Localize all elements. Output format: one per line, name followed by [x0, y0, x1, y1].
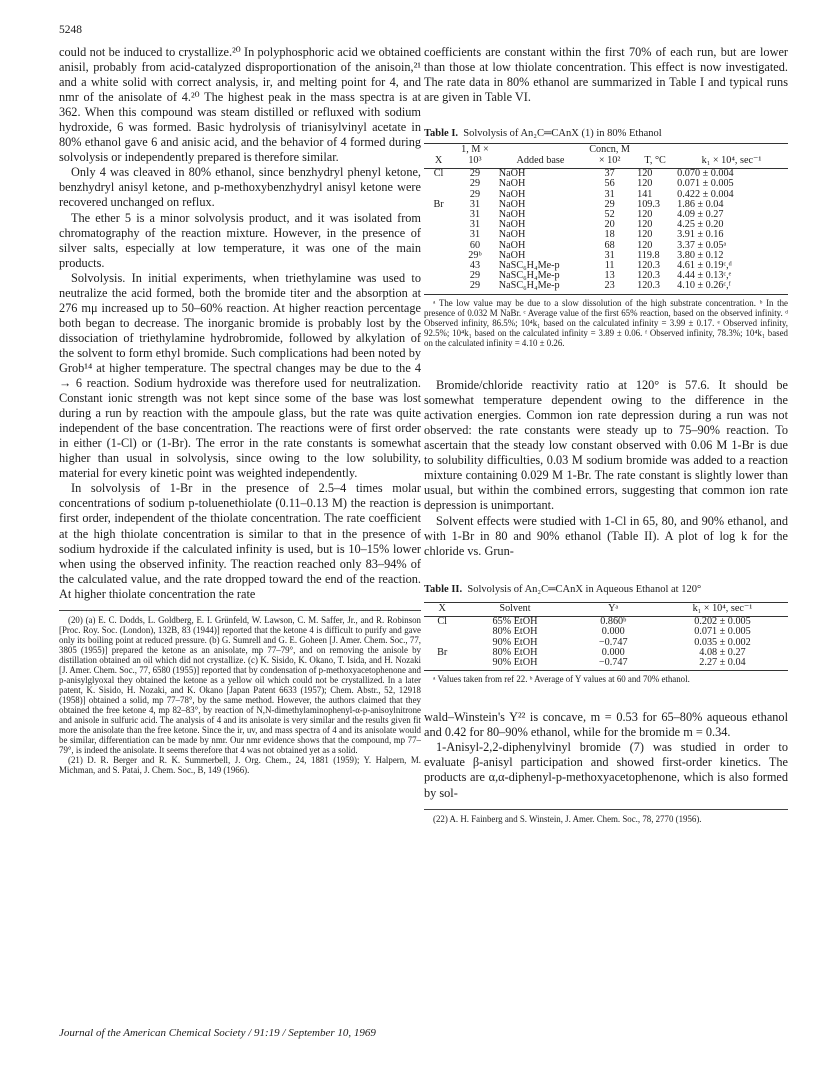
- table-cell: 0.000: [601, 646, 625, 658]
- table-cell: −0.747: [570, 658, 657, 671]
- table-cell: 31: [469, 219, 481, 231]
- table-cell: 31: [469, 198, 481, 210]
- table-2-caption: [424, 583, 788, 596]
- table-cell: 56: [604, 178, 615, 190]
- table-cell: 52: [604, 209, 615, 220]
- table-header: k₁ × 10⁴, sec⁻¹: [657, 602, 788, 617]
- table-cell: NaOH: [498, 209, 526, 220]
- table-cell: [424, 210, 453, 220]
- table-cell: NaOH: [498, 198, 526, 210]
- table-cell: 0.422 ± 0.004: [677, 188, 734, 200]
- table-cell: 31: [469, 229, 481, 241]
- journal-footer: Journal of the American Chemical Society / 91:19 / September 10, 1969: [59, 1027, 376, 1039]
- table-cell: 0.070 ± 0.004: [677, 168, 734, 180]
- table-cell: 3.91 ± 0.16: [677, 229, 724, 241]
- footnote-22: (22) A. H. Fainberg and S. Winstein, J. Amer. Chem. Soc., 78, 2770 (1956).: [433, 813, 702, 824]
- left-footnotes: [59, 615, 421, 776]
- table-cell: 1.86 ± 0.04: [677, 198, 724, 210]
- table-header: k₁ × 10⁴, sec⁻¹: [675, 144, 788, 169]
- table-cell: [424, 241, 453, 251]
- table-cell: 3.37 ± 0.05ᵃ: [677, 239, 727, 251]
- table-cell: 120: [637, 178, 653, 190]
- table-row: [424, 658, 788, 671]
- table-cell: 0.035 ± 0.002: [694, 636, 751, 648]
- table-cell: NaOH: [498, 219, 526, 231]
- table-cell: 37: [604, 168, 615, 180]
- table-cell: 4.10 ± 0.26ᶜ,ᶠ: [675, 281, 788, 294]
- table-cell: 29: [604, 198, 615, 210]
- table-cell: NaOH: [498, 229, 526, 241]
- table-2-notes: ᵃ Values taken from ref 22. ᵇ Average of Y values at 60 and 70% ethanol.: [433, 674, 690, 685]
- table-cell: NaOH: [498, 168, 526, 180]
- table-cell: NaOH: [498, 178, 526, 190]
- table-cell: 120.3: [635, 281, 675, 294]
- table-cell: 31: [604, 188, 615, 200]
- footnote-rule: [424, 809, 788, 810]
- table-1-title: Solvolysis of An₂C═CAnX (1) in 80% Ethanol: [463, 128, 662, 140]
- table-cell: NaSC₆H₄Me-p: [497, 281, 584, 294]
- table-cell: 141: [637, 188, 653, 200]
- table-cell: [424, 261, 453, 271]
- table-2-body: [424, 617, 788, 671]
- table-cell: 80% EtOH: [492, 626, 538, 638]
- table-1-body: [424, 169, 788, 294]
- table-cell: 29: [469, 168, 481, 180]
- table-1-caption: [424, 127, 788, 140]
- table-cell: 4.25 ± 0.20: [677, 219, 724, 231]
- table-cell: 120.3: [637, 260, 661, 272]
- table-cell: NaOH: [498, 249, 526, 261]
- table-cell: 90% EtOH: [492, 636, 538, 648]
- paragraph-solvolysis: Solvolysis. In initial experiments, when triethylamine was used to neutralize the acid formed, both the bromide titer and the absorption at 276 mμ increased up to 50–60% reaction. At higher reaction percentage both began to decrease. The inorganic bromide is probably lost by the dissociation of triethylamine hydrobromide, followed by alkylation of the solvent to form ethyl bromide. Such complications had been noted by Grob¹⁴ at higher temperature. The spectral changes may be due to the 4 → 6 reaction. Sodium hydroxide was therefore used for neutralization. Constant ionic strength was not kept since some of the base was lost during a run by reaction with the ampoule glass, but the rate was quite independent of the base concentration. The reactions were of first order in either (1-Cl) or (1-Br). The error in the rate constants is somewhat higher than usual in solvolysis, since owing to the low solubility, material for every kinetic point was weighted independently.: [59, 270, 421, 481]
- table-cell: 43: [469, 260, 481, 272]
- table-cell: [424, 230, 453, 240]
- paragraph: coefficients are constant within the first 70% of each run, but are lower than those at low thiolate concentration. This effect is now investigated. The rate data in 80% ethanol are summarized in Table I and typical runs are given in Table VI.: [424, 45, 788, 105]
- table-cell: 2.27 ± 0.04: [657, 658, 788, 671]
- table-cell: Cl: [433, 168, 444, 180]
- table-cell: 13: [604, 270, 615, 282]
- right-footnotes: [424, 814, 788, 824]
- table-cell: [424, 271, 453, 281]
- table-cell: 31: [469, 209, 481, 220]
- table-header: Concn, M × 10²: [584, 144, 635, 169]
- table-2-label: Table II.: [424, 583, 463, 595]
- table-cell: [424, 281, 453, 294]
- table-cell: [424, 251, 453, 261]
- table-cell: [424, 658, 460, 671]
- table-cell: 29: [469, 270, 481, 282]
- table-cell: 4.08 ± 0.27: [699, 646, 746, 658]
- table-cell: 4.44 ± 0.13ᶜ,ᵉ: [677, 270, 732, 282]
- table-cell: NaOH: [498, 239, 526, 251]
- footnote-rule: [59, 610, 421, 611]
- table-cell: 90% EtOH: [460, 658, 569, 671]
- table-1: [424, 127, 788, 348]
- table-cell: NaSC₆H₄Me-p: [498, 260, 560, 272]
- table-cell: 0.202 ± 0.005: [694, 616, 751, 628]
- table-cell: 11: [604, 260, 615, 272]
- table-cell: 31: [604, 249, 615, 261]
- right-intro-text: [424, 45, 788, 105]
- table-cell: 0.071 ± 0.005: [677, 178, 734, 190]
- table-cell: 65% EtOH: [492, 616, 538, 628]
- paragraph: The ether 5 is a minor solvolysis product, and it was isolated from chromatography of the reaction mixture. However, in the presence of silver salts, especially at low temperature, it was one of the main products.: [59, 210, 421, 270]
- table-cell: 0.071 ± 0.005: [694, 626, 751, 638]
- right-body-text-2: [424, 710, 788, 800]
- table-1-grid: [424, 143, 788, 294]
- table-cell: 29: [469, 188, 481, 200]
- paragraph: could not be induced to crystallize.²⁰ In polyphosphoric acid we obtained anisil, probably from acid-catalyzed disproportionation of the anisoin,²¹ and a white solid with correct analysis, ir, and melting point for 4, and nmr of the anisolate of 4.²⁰ The highest peak in the mass spectra is at 362. When this compound was steam distilled or refluxed with sodium hydroxide, 6 was formed. Basic hydrolysis of trianisylvinyl acetate in 80% ethanol gave 6 and anisic acid, and the behavior of 4 formed during solvolysis or independently prepared is therefore similar.: [59, 45, 421, 165]
- table-2-title: Solvolysis of An₂C═CAnX in Aqueous Ethanol at 120°: [467, 583, 702, 595]
- table-cell: 120.3: [637, 270, 661, 282]
- table-cell: Cl: [437, 616, 448, 628]
- table-cell: 29ᵇ: [468, 249, 482, 261]
- table-cell: 120: [637, 168, 653, 180]
- table-cell: [424, 179, 453, 189]
- table-header: Yᵃ: [570, 602, 657, 617]
- table-cell: 0.000: [601, 626, 625, 638]
- right-body-text: [424, 378, 788, 559]
- table-cell: 4.61 ± 0.19ᶜ,ᵈ: [677, 260, 732, 272]
- page-number: 5248: [59, 24, 82, 36]
- table-header: Solvent: [460, 602, 569, 617]
- table-cell: [424, 220, 453, 230]
- table-cell: −0.747: [598, 636, 628, 648]
- table-cell: 60: [469, 239, 481, 251]
- table-cell: 120: [637, 219, 653, 231]
- right-column: [424, 45, 788, 824]
- left-column: [59, 45, 421, 775]
- table-header: 1, M × 10³: [453, 144, 497, 169]
- table-cell: 120: [637, 229, 653, 241]
- table-cell: [424, 627, 460, 637]
- table-cell: 109.3: [637, 198, 661, 210]
- paragraph: Only 4 was cleaved in 80% ethanol, since benzhydryl phenyl ketone, benzhydryl anisyl ketone, and p-methoxybenzhydryl anisyl ketone were recovered unchanged on reflux.: [59, 165, 421, 210]
- paragraph: 1-Anisyl-2,2-diphenylvinyl bromide (7) was studied in order to evaluate β-anisyl participation and showed first-order kinetics. The products are α,α-diphenyl-p-methoxyacetophenone, which is also formed by sol-: [424, 740, 788, 800]
- table-cell: 120: [637, 209, 653, 220]
- table-header: T, °C: [635, 144, 675, 169]
- paragraph: Bromide/chloride reactivity ratio at 120° is 57.6. It should be somewhat temperature dependent owing to the difference in the activation energies. Common ion rate depression during a run was not observed: the rate constants were steady up to 75–90% reaction. To ascertain that the steady low constant observed with 0.06 M 1-Br is due to solubility difficulties, 0.03 M sodium bromide was added to a reaction mixture containing 0.029 M 1-Br. The rate constant is slightly lower than usual, but within the combined errors, suggesting that common ion rate depression is unimportant.: [424, 378, 788, 513]
- table-cell: 18: [604, 229, 615, 241]
- table-cell: 3.80 ± 0.12: [677, 249, 724, 261]
- table-cell: 29: [453, 281, 497, 294]
- table-header: X: [424, 602, 460, 617]
- paragraph: In solvolysis of 1-Br in the presence of 2.5–4 times molar concentrations of sodium p-toluenethiolate (0.11–0.13 M) the reaction is first order, independent of the thiolate concentration. The rate coefficient at the high thiolate concentration is similar to that in the presence of sodium hydroxide if the calculated infinity is used, but is 10–15% lower when using the observed infinity. The reaction reached only 83–94% of the calculated value, and the rate dropped toward the end of the reaction. At higher thiolate concentration the rate: [59, 481, 421, 601]
- table-cell: NaOH: [498, 188, 526, 200]
- table-2-grid: [424, 602, 788, 672]
- table-cell: 20: [604, 219, 615, 231]
- footnote-21: (21) D. R. Berger and R. K. Summerbell, J. Org. Chem., 24, 1881 (1959); Y. Halpern, M. Michman, and S. Patai, J. Chem. Soc., B, 149 (1966).: [59, 755, 421, 776]
- table-row: [424, 281, 788, 294]
- paragraph: Solvent effects were studied with 1-Cl in 65, 80, and 90% ethanol, and with 1-Br in 80 and 90% ethanol (Table II). A plot of log k for the chloride vs. Grun-: [424, 513, 788, 558]
- table-cell: 68: [604, 239, 615, 251]
- footnote-20: (20) (a) E. C. Dodds, L. Goldberg, E. I. Grünfeld, W. Lawson, C. M. Saffer, Jr., and R. Robinson [Proc. Roy. Soc. (London), 132B, 83 (1944)] reported that the ketone 4 is difficult to purify and gave only its boiling point at reduced pressure. (b) G. Sumrell and G. E. Goheen [J. Amer. Chem. Soc., 77, 3805 (1955)] prepared the ketone as an anisolate, mp 77–79°, and on removing the anisole by distillation obtained an oil which did not crystallize. (c) K. Sisido, K. Okano, T. Isida, and H. Nozaki [J. Amer. Chem. Soc., 77, 6580 (1955)] reported that by condensation of p-methoxyacetophenone and p-anisylglyoxal they obtained the ketone as a yellow oil which could not be crystallized. In a later patent, K. Sisido, H. Nozaki, and K. Okano [Japan Patent 6633 (1957); Chem. Abstr., 52, 12918 (1958)] obtained a solid, mp 77–78°, by the same method. However, the authors claimed that they obtained the free ketone 4, mp 82–83°, by reaction of N,N-dimethylaminophenyl-α-p-anisoylnitrone and anisole in sulfuric acid. The analysis of 4 and its anisolate is very similar and the results given fit more the anisolate than the free ketone. Since the ir, uv, and mass spectra of 4 and its anisolate would be similar, differentiation can be made by nmr. Our nmr evidence shows that the compound, mp 77–79°, is indeed the anisolate. It seems therefore that 4 was not obtained yet as a solid.: [59, 614, 421, 756]
- table-2: [424, 583, 788, 685]
- table-cell: 119.8: [637, 249, 660, 261]
- table-header: Added base: [497, 144, 584, 169]
- table-cell: 4.09 ± 0.27: [677, 209, 724, 220]
- paragraph: wald–Winstein's Y²² is concave, m = 0.53 for 65–80% aqueous ethanol and 0.42 for 80–90% ethanol, while for the bromide m = 0.34.: [424, 710, 788, 740]
- table-1-label: Table I.: [424, 128, 459, 140]
- left-body-text: [59, 45, 421, 602]
- table-cell: 29: [469, 178, 481, 190]
- table-cell: NaSC₆H₄Me-p: [498, 270, 560, 282]
- table-cell: 80% EtOH: [492, 646, 538, 658]
- table-cell: Br: [437, 646, 448, 658]
- table-1-notes: ᵃ The low value may be due to a slow dissolution of the high substrate concentration. ᵇ In the presence of 0.032 M NaBr. ᶜ Average value of the first 65% reaction, based on the observed infinity. ᵈ Observed infinity, 86.5%; 10⁴k₁ based on the calculated infinity = 3.99 ± 0.17. ᵉ Observed infinity, 92.5%; 10⁴k₁ based on the calculated infinity = 3.89 ± 0.06. ᶠ Observed infinity, 78.3%; 10⁴k₁ based on the calculated infinity = 4.10 ± 0.26.: [424, 297, 788, 348]
- table-cell: 120: [637, 239, 653, 251]
- table-cell: Br: [433, 198, 444, 210]
- table-cell: 23: [584, 281, 635, 294]
- table-header: X: [424, 144, 453, 169]
- table-cell: 0.860ᵇ: [600, 616, 627, 628]
